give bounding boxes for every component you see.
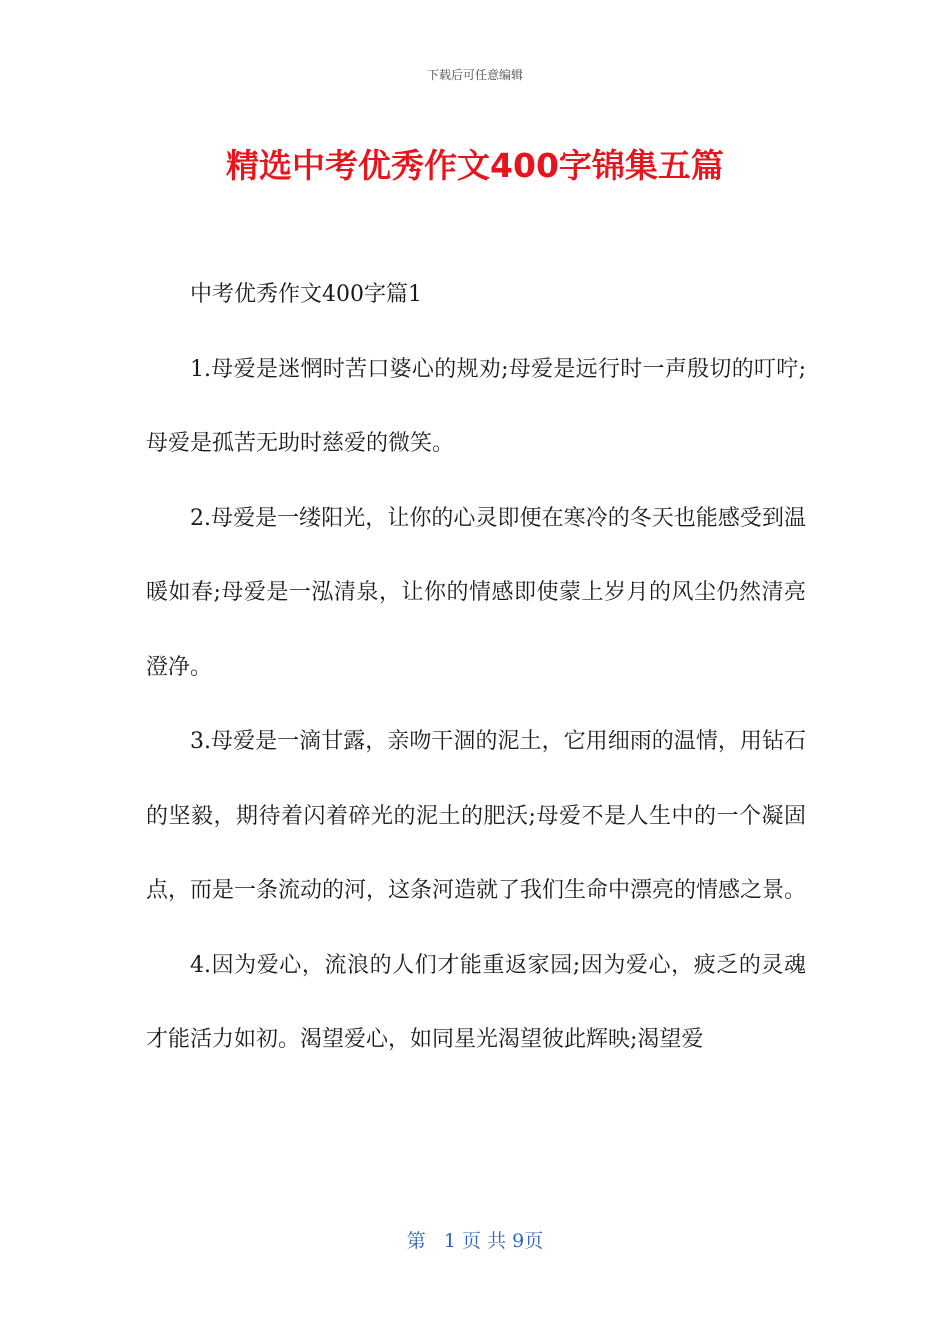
paragraph: 4.因为爱心，流浪的人们才能重返家园;因为爱心，疲乏的灵魂才能活力如初。渴望爱心，如同星光渴望彼此辉映;渴望爱	[146, 952, 806, 1052]
paragraph: 1.母爱是迷惘时苦口婆心的规劝;母爱是远行时一声殷切的叮咛;母爱是孤苦无助时慈爱的微笑。	[146, 356, 806, 456]
page-number-footer: 第 1 页 共 9页	[406, 1230, 544, 1252]
section-heading: 中考优秀作文400字篇1	[190, 282, 422, 307]
document-title: 精选中考优秀作文400字锦集五篇	[226, 146, 724, 185]
paragraph: 3.母爱是一滴甘露，亲吻干涸的泥土，它用细雨的温情，用钻石的坚毅，期待着闪着碎光的泥土的肥沃;母爱不是人生中的一个凝固点，而是一条流动的河，这条河造就了我们生命中漂亮的情感之景。	[146, 729, 807, 903]
paragraph: 2.母爱是一缕阳光，让你的心灵即便在寒冷的冬天也能感受到温暖如春;母爱是一泓清泉，让你的情感即使蒙上岁月的风尘仍然清亮澄净。	[146, 505, 806, 680]
document-body	[146, 258, 806, 1078]
header-note: 下载后可任意编辑	[426, 68, 523, 82]
